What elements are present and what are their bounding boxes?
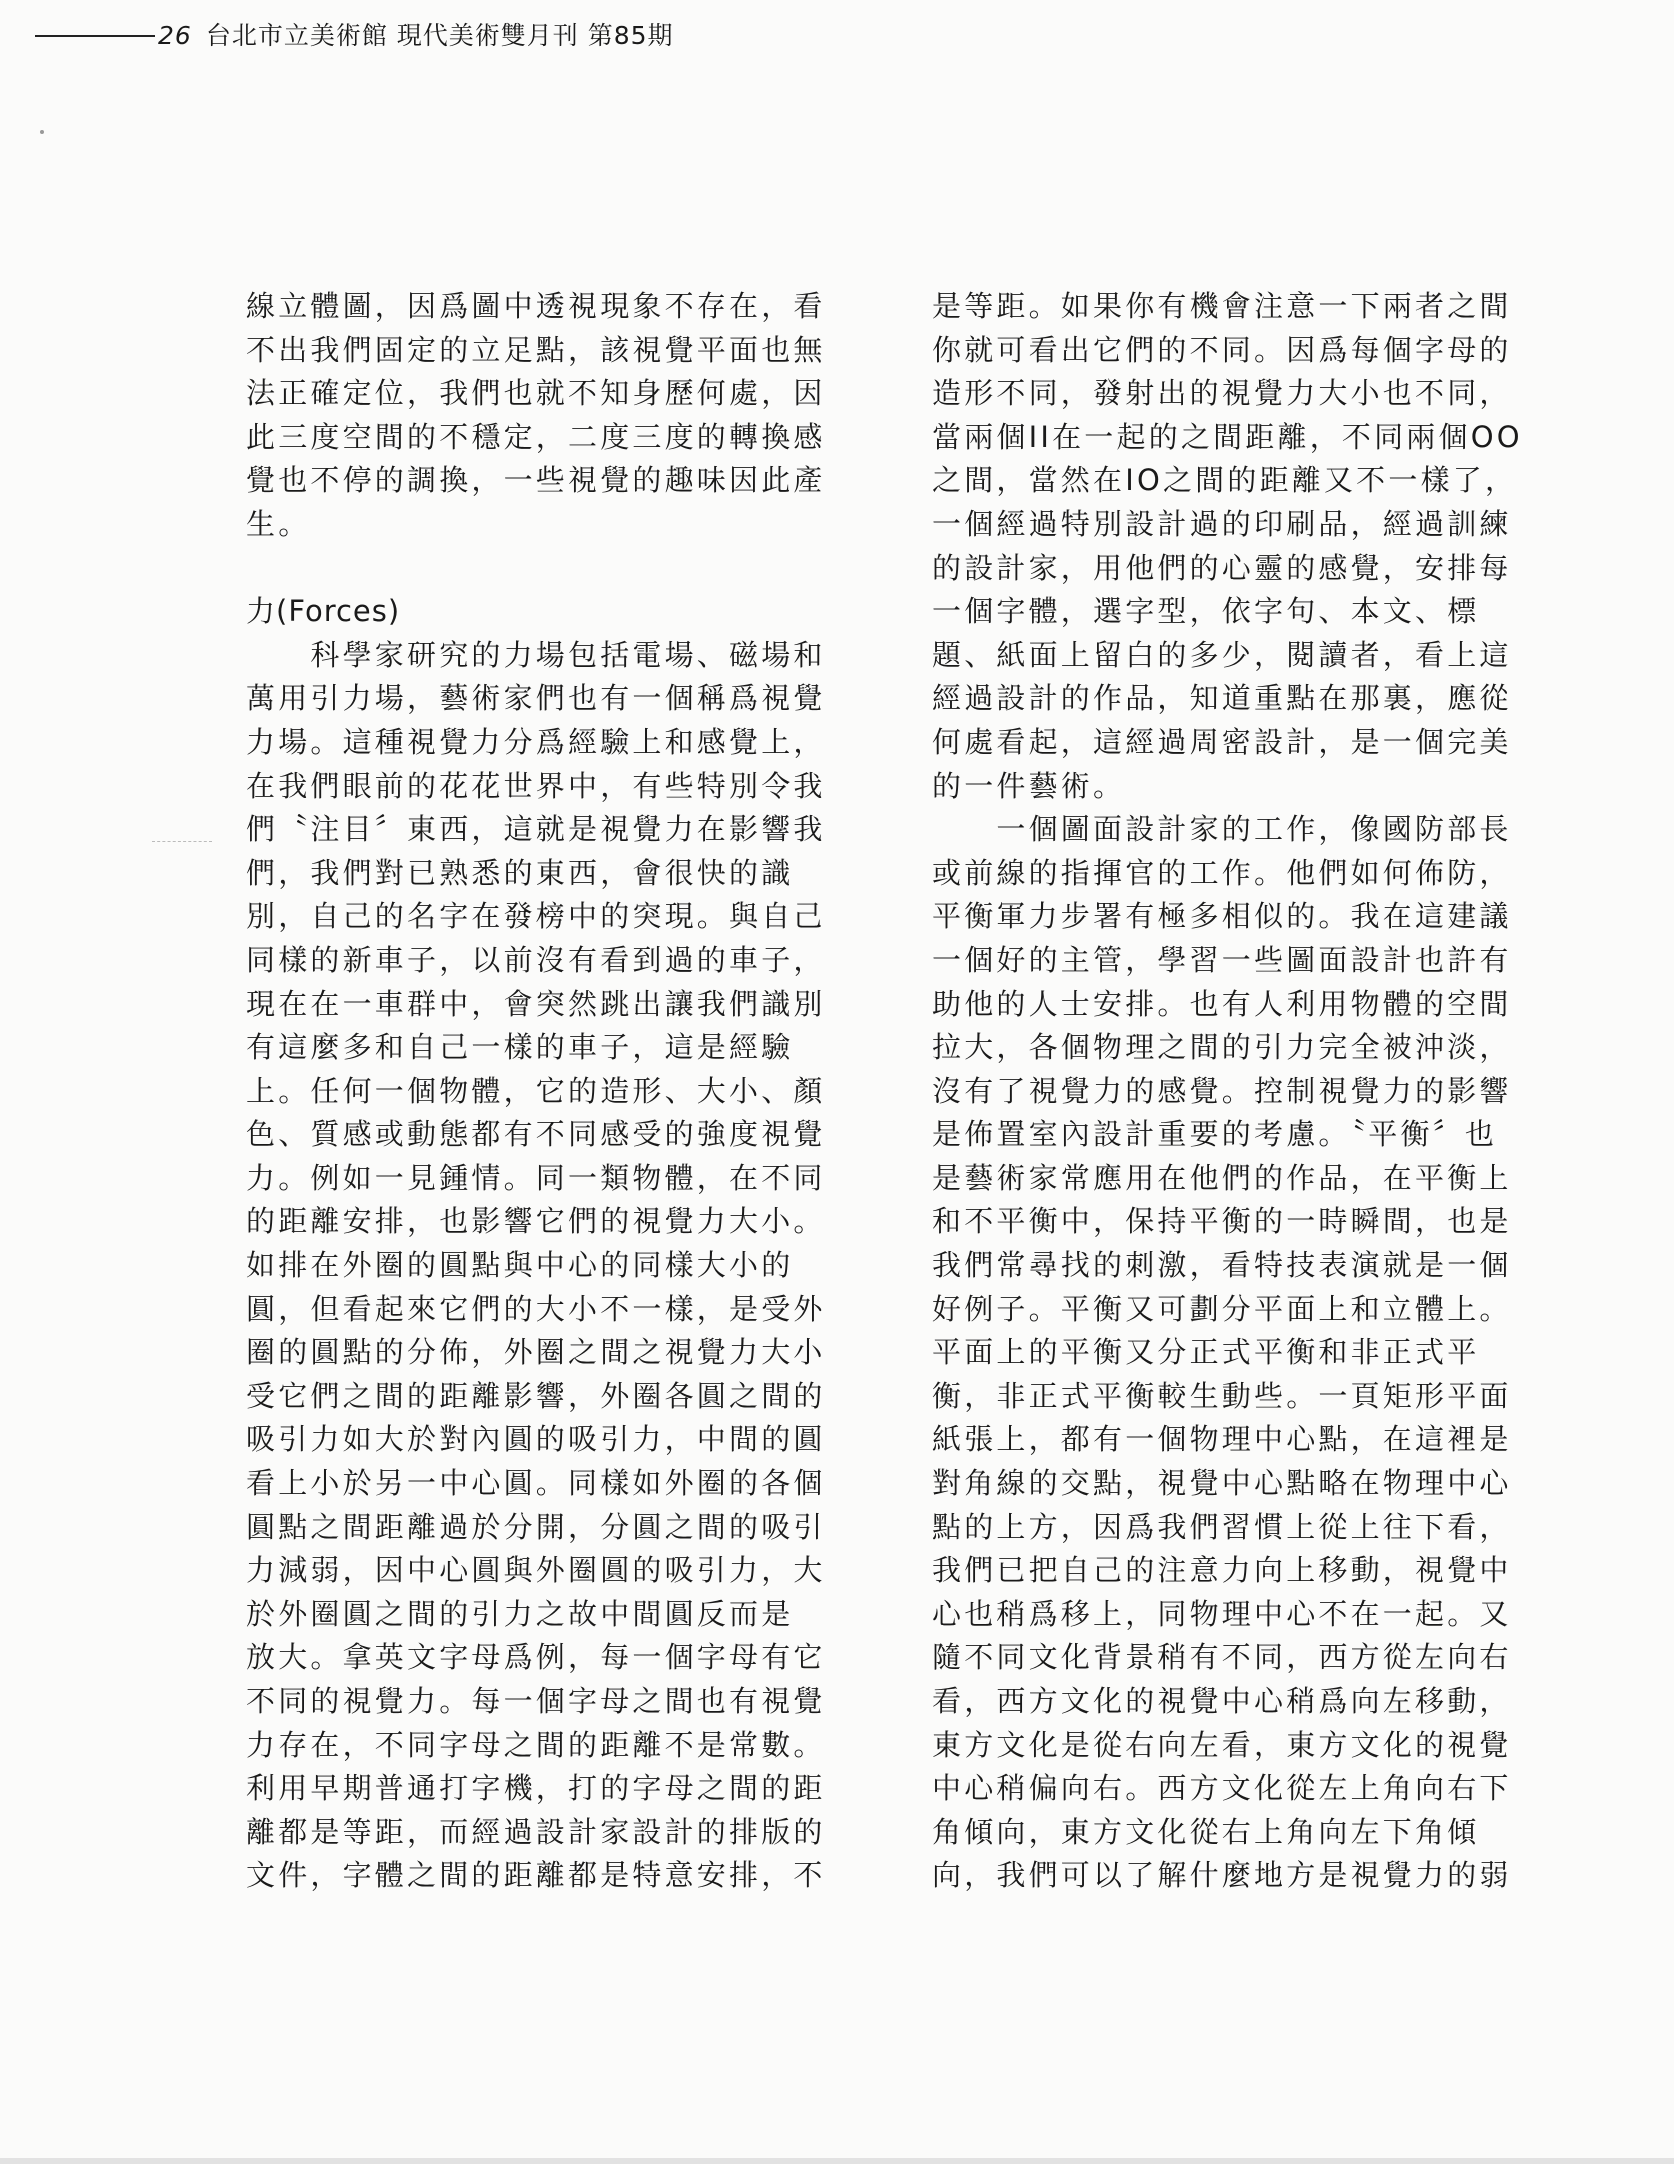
text-line: 生。 (246, 506, 311, 541)
text-line: 同樣的新車子，以前沒有看到過的車子， (246, 942, 826, 977)
text-line: 一個經過特別設計過的印刷品，經過訓練 (932, 506, 1512, 541)
text-line: 科學家研究的力場包括電場、磁場和 (246, 637, 826, 672)
text-line: 題、紙面上留白的多少，閱讀者，看上這 (932, 637, 1512, 672)
text-line: 不同的視覺力。每一個字母之間也有視覺 (246, 1684, 826, 1718)
text-line: 我們已把自己的注意力向上移動，視覺中 (932, 1553, 1512, 1588)
text-line: 法正確定位，我們也就不知身歷何處，因 (246, 376, 826, 411)
text-line: 拉大，各個物理之間的引力完全被沖淡， (932, 1030, 1512, 1065)
left-column (246, 285, 830, 1898)
text-line: 一個好的主管，學習一些圖面設計也許有 (932, 942, 1512, 977)
text-line: 們〝注目〞東西，這就是視覺力在影響我 (246, 812, 826, 847)
scan-speck (40, 130, 44, 134)
text-line: 是佈置室內設計重要的考慮。〝平衡〞也 (932, 1117, 1498, 1152)
text-line: 上。任何一個物體，它的造形、大小、顏 (246, 1073, 826, 1108)
text-line: 不出我們固定的立足點，該視覺平面也無 (246, 332, 826, 367)
text-line: 向，我們可以了解什麼地方是視覺力的弱 (932, 1858, 1512, 1893)
body-paragraph (246, 634, 830, 1898)
text-line: 受它們之間的距離影響，外圈各圓之間的 (246, 1378, 826, 1413)
text-line: 線立體圖，因爲圖中透視現象不存在，看 (246, 289, 826, 323)
section-heading: 力(Forces) (246, 594, 401, 629)
text-line: 離都是等距，而經過設計家設計的排版的 (246, 1814, 826, 1849)
text-line: 吸引力如大於對內圓的吸引力，中間的圓 (246, 1422, 826, 1457)
text-line: 角傾向，東方文化從右上角向左下角傾 (932, 1814, 1480, 1849)
text-line: 看，西方文化的視覺中心稍爲向左移動， (932, 1684, 1512, 1718)
text-line: 我們常尋找的刺激，看特技表演就是一個 (932, 1248, 1512, 1283)
text-line: 力場。這種視覺力分爲經驗上和感覺上， (246, 724, 826, 759)
text-line: 的一件藝術。 (932, 768, 1126, 803)
text-line: 或前線的指揮官的工作。他們如何佈防， (932, 855, 1512, 890)
text-line: 萬用引力場，藝術家們也有一個稱爲視覺 (246, 681, 826, 716)
text-line: 利用早期普通打字機，打的字母之間的距 (246, 1771, 826, 1806)
text-line: 力減弱，因中心圓與外圈圓的吸引力，大 (246, 1553, 826, 1588)
text-line: 平衡軍力步署有極多相似的。我在這建議 (932, 899, 1512, 934)
text-line: 色、質感或動態都有不同感受的強度視覺 (246, 1117, 826, 1152)
text-line: 沒有了視覺力的感覺。控制視覺力的影響 (932, 1073, 1512, 1108)
text-line: 圈的圓點的分佈，外圈之間之視覺力大小 (246, 1335, 826, 1370)
text-line: 當兩個II在一起的之間距離，不同兩個OO (932, 419, 1523, 454)
text-line: 力存在，不同字母之間的距離不是常數。 (246, 1727, 826, 1762)
page-number: 26 (158, 21, 192, 50)
text-line: 衡，非正式平衡較生動些。一頁矩形平面 (932, 1378, 1512, 1413)
text-line: 此三度空間的不穩定，二度三度的轉換感 (246, 419, 826, 454)
text-line: 平面上的平衡又分正式平衡和非正式平 (932, 1335, 1480, 1370)
text-line: 於外圈圓之間的引力之故中間圓反而是 (246, 1596, 794, 1631)
text-line: 的設計家，用他們的心靈的感覺，安排每 (932, 550, 1512, 585)
text-line: 現在在一車群中，會突然跳出讓我們識別 (246, 986, 826, 1021)
text-line: 心也稍爲移上，同物理中心不在一起。又 (932, 1596, 1512, 1631)
text-line: 之間，當然在IO之間的距離又不一樣了， (932, 463, 1518, 498)
text-line: 看上小於另一中心圓。同樣如外圈的各個 (246, 1466, 826, 1501)
header-rule (35, 35, 155, 37)
text-line: 點的上方，因爲我們習慣上從上往下看， (932, 1509, 1512, 1544)
text-line: 何處看起，這經過周密設計，是一個完美 (932, 724, 1512, 759)
publication-title: 台北市立美術館 現代美術雙月刊 第85期 (205, 21, 674, 50)
right-column (932, 285, 1528, 1898)
text-line: 覺也不停的調換，一些視覺的趣味因此產 (246, 463, 826, 498)
text-line: 對角線的交點，視覺中心點略在物理中心 (932, 1466, 1512, 1501)
text-line: 東方文化是從右向左看，東方文化的視覺 (932, 1727, 1512, 1762)
text-line: 好例子。平衡又可劃分平面上和立體上。 (932, 1291, 1512, 1326)
text-line: 的距離安排，也影響它們的視覺力大小。 (246, 1204, 826, 1239)
text-line: 隨不同文化背景稍有不同，西方從左向右 (932, 1640, 1512, 1675)
running-header (158, 16, 674, 52)
text-line: 們，我們對已熟悉的東西，會很快的識 (246, 855, 794, 890)
paragraph-gap (246, 547, 830, 591)
scan-mark (152, 841, 212, 842)
text-line: 在我們眼前的花花世界中，有些特別令我 (246, 768, 826, 803)
text-line: 力。例如一見鍾情。同一類物體，在不同 (246, 1160, 826, 1195)
text-line: 造形不同，發射出的視覺力大小也不同， (932, 376, 1512, 411)
text-line: 中心稍偏向右。西方文化從左上角向右下 (932, 1771, 1512, 1806)
text-line: 有這麼多和自己一樣的車子，這是經驗 (246, 1030, 794, 1065)
text-line: 紙張上，都有一個物理中心點，在這裡是 (932, 1422, 1512, 1457)
scan-bottom-edge (0, 2158, 1674, 2164)
intro-paragraph (246, 285, 830, 547)
text-line: 一個圖面設計家的工作，像國防部長 (932, 812, 1512, 847)
text-line: 是藝術家常應用在他們的作品，在平衡上 (932, 1160, 1512, 1195)
text-line: 你就可看出它們的不同。因爲每個字母的 (932, 332, 1512, 367)
text-line: 和不平衡中，保持平衡的一時瞬間，也是 (932, 1204, 1512, 1239)
text-line: 別，自己的名字在發榜中的突現。與自己 (246, 899, 826, 934)
text-line: 圓點之間距離過於分開，分圓之間的吸引 (246, 1509, 826, 1544)
text-line: 經過設計的作品，知道重點在那裏，應從 (932, 681, 1512, 716)
text-line: 一個字體，選字型，依字句、本文、標 (932, 594, 1480, 629)
text-line: 圓，但看起來它們的大小不一樣，是受外 (246, 1291, 826, 1326)
text-line: 放大。拿英文字母爲例，每一個字母有它 (246, 1640, 826, 1675)
text-line: 如排在外圈的圓點與中心的同樣大小的 (246, 1248, 794, 1283)
text-line: 是等距。如果你有機會注意一下兩者之間 (932, 289, 1512, 323)
text-line: 助他的人士安排。也有人利用物體的空間 (932, 986, 1512, 1021)
text-line: 文件，字體之間的距離都是特意安排，不 (246, 1858, 826, 1893)
